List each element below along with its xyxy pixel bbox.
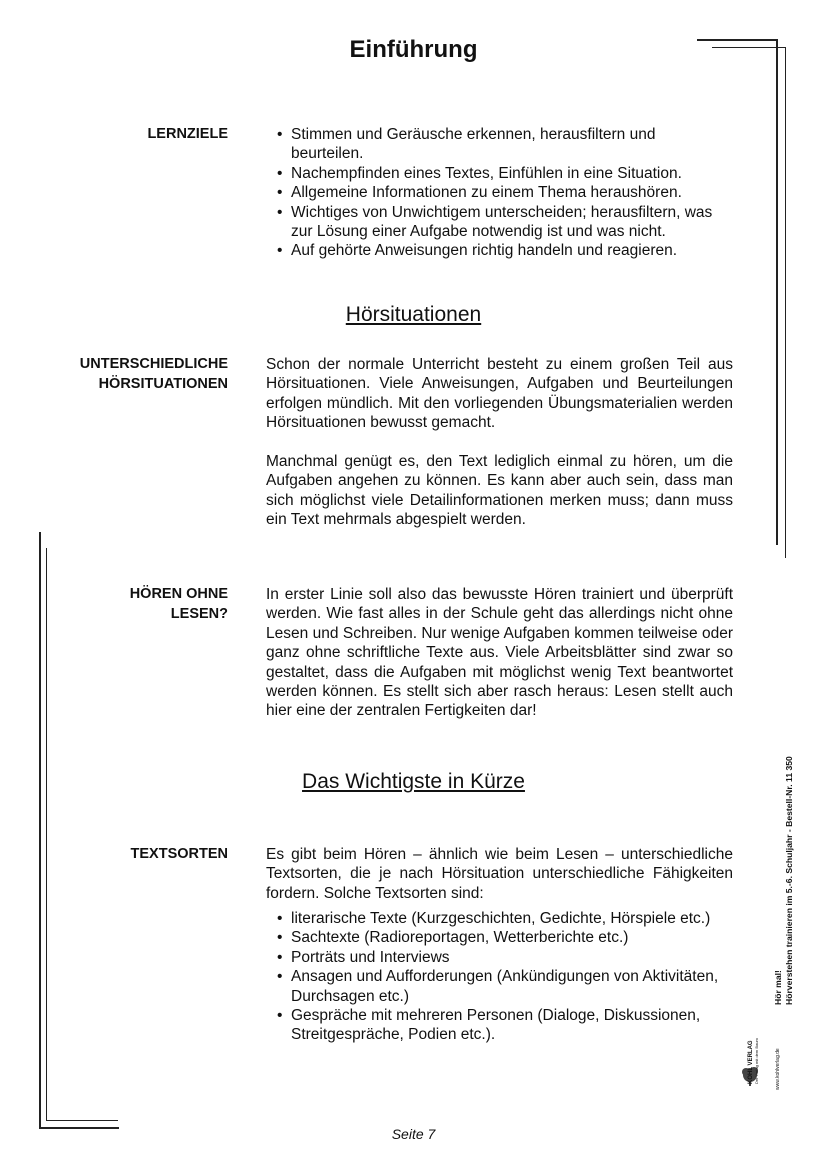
textsorten-list (277, 909, 733, 1045)
hoeren-ohne-lesen-label: HÖREN OHNE LESEN? (129, 586, 228, 622)
list-item: • Stimmen und Geräusche erkennen, herausfiltern und beurteilen. (277, 125, 717, 164)
publisher-website: www.kohlverlag.de (775, 1048, 781, 1090)
lernziele-label: LERNZIELE (147, 126, 228, 142)
publisher-tagline: Der Verlag mit dem Baum (754, 1038, 759, 1084)
list-item: • Porträts und Interviews (277, 948, 733, 967)
lernziele-list (277, 125, 717, 261)
list-item: • Allgemeine Informationen zu einem Thema heraushören. (277, 183, 717, 202)
list-item: • Ansagen und Aufforderungen (Ankündigungen von Aktivitäten, Durchsagen etc.) (277, 967, 733, 1006)
textsorten-paragraph: Es gibt beim Hören – ähnlich wie beim Lesen – unterschiedliche Textsorten, die je nach Hörsituation unterschiedliche Fähigkeiten fordern. Solche Textsorten sind: (266, 846, 733, 902)
publisher-name: KOHL (748, 1067, 754, 1084)
textsorten-label: TEXTSORTEN (130, 846, 228, 862)
hoeren-ohne-lesen-paragraph: In erster Linie soll also das bewusste Hören trainiert und überprüft werden. Wie fast alles in der Schule geht das allerdings nicht ohne Lesen und Schreiben. Nur wenige Aufgaben kommen teilweise oder ganz ohne schriftliche Texte aus. Viele Arbeitsblätter sind zwar so gestaltet, dass die Aufgaben mit möglichst wenig Text beantwortet werden können. Es stellt sich aber rasch heraus: Lesen stellt auch hier eine der zentralen Fertigkeiten dar! (266, 586, 733, 720)
hoersituationen-paragraph-2: Manchmal genügt es, den Text lediglich einmal zu hören, um die Aufgaben angehen zu können. Es kann aber auch sein, dass man sich möglichst viele Detailinformationen merken muss; dann muss ein Text mehrmals abgespielt werden. (266, 453, 733, 529)
page-title: Einführung (349, 36, 478, 63)
list-item: • Nachempfinden eines Textes, Einfühlen in eine Situation. (277, 164, 717, 183)
list-item: • Sachtexte (Radioreportagen, Wetterberichte etc.) (277, 928, 733, 947)
publisher-logo (740, 1020, 780, 1090)
section-heading-hoersituationen: Hörsituationen (345, 303, 482, 326)
list-item: • literarische Texte (Kurzgeschichten, Gedichte, Hörspiele etc.) (277, 909, 733, 928)
tree-logo-icon (740, 1020, 780, 1090)
list-item: • Auf gehörte Anweisungen richtig handeln und reagieren. (277, 241, 717, 260)
sidebar-subtitle: Hörverstehen trainieren im 5.-6. Schuljahr - Bestell-Nr. 11 350 (784, 756, 794, 1005)
sidebar-title: Hör mal! (773, 970, 783, 1005)
sidebar-book-info (773, 715, 795, 1005)
page-number: Seite 7 (391, 1126, 436, 1142)
section-heading-wichtigste: Das Wichtigste in Kürze (302, 770, 525, 793)
list-item: • Wichtiges von Unwichtigem unterscheiden; herausfiltern, was zur Lösung einer Aufgabe notwendig ist und was nicht. (277, 203, 717, 242)
publisher-sub: VERLAG (748, 1040, 754, 1066)
list-item: • Gespräche mit mehreren Personen (Dialoge, Diskussionen, Streitgespräche, Podien etc.). (277, 1006, 733, 1045)
unterschiedliche-hoersituationen-label: UNTERSCHIEDLICHE HÖRSITUATIONEN (79, 356, 228, 392)
hoersituationen-paragraph-1: Schon der normale Unterricht besteht zu einem großen Teil aus Hörsituationen. Viele Anweisungen, Aufgaben und Beurteilungen erfolgen mündlich. Mit den vorliegenden Übungsmaterialien werden Hörsituationen bewusst gemacht. (266, 356, 733, 432)
